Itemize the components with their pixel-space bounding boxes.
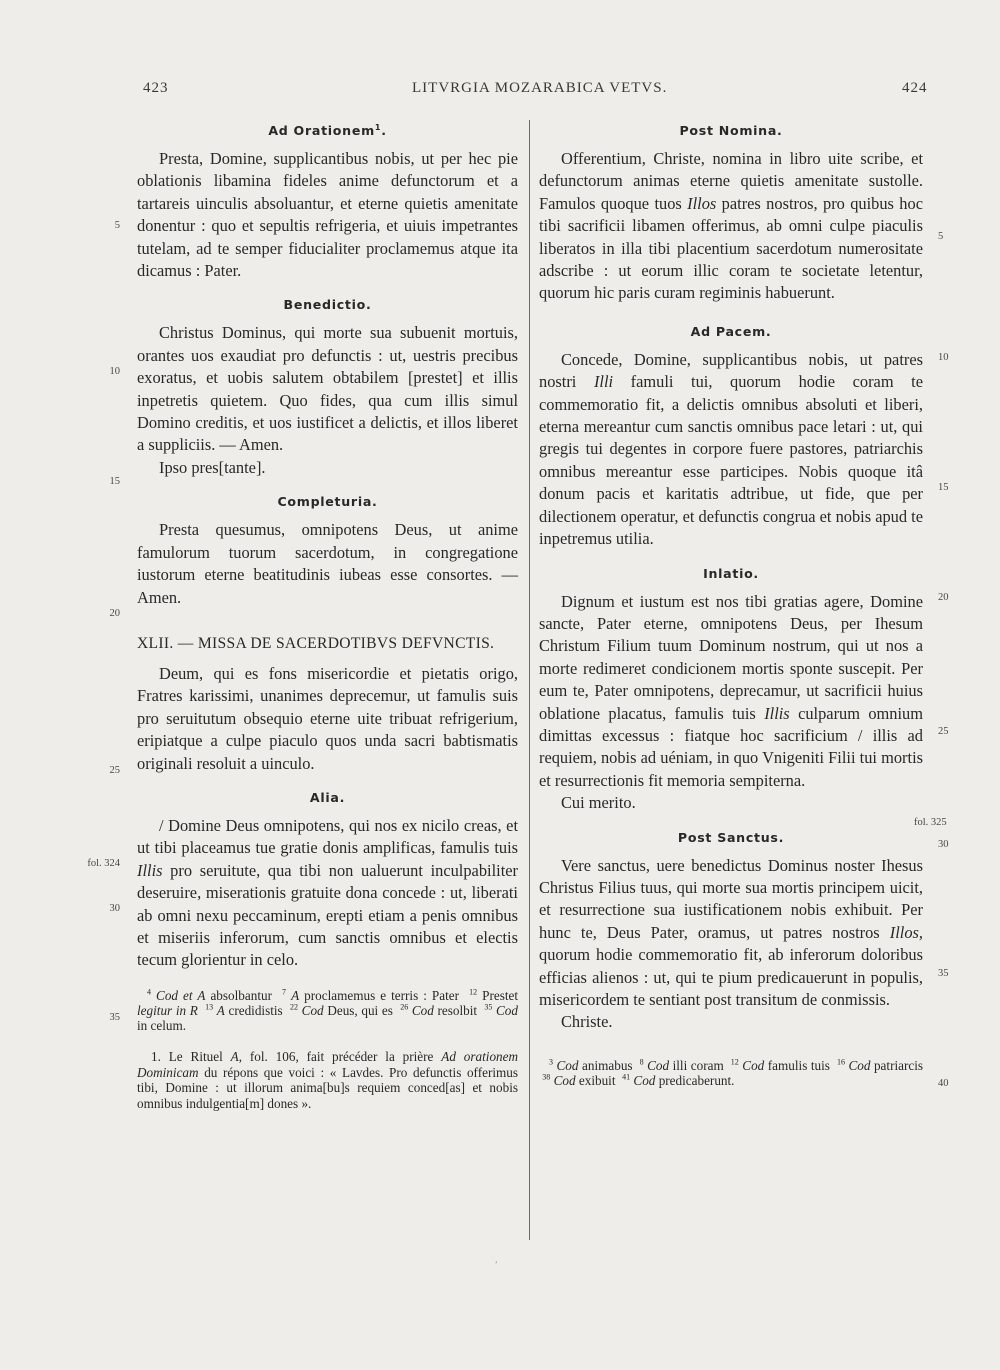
folio-marker: fol. 325 [914,817,947,828]
post-sanctus-conclusion: Christe. [561,1012,613,1032]
left-column [137,120,518,1111]
paper-blemish: ˌ [493,1249,503,1265]
ad-pacem-text: Concede, Domine, supplicantibus nobis, ut patres nostri Illi famuli tui, quorum hodie coram te commemoratio fit, a delictis omnibus absoluti et liberi, eterna mereantur cum sanctis omnibus pace letari : ut, qui gregis tui degentes in corpore fuere pastores, patriarchis omnibus mereantur esse participes. Nobis quoque itâ donum pacis et karitatis adtribue, ut fide, que per dilectionem operatur, et defunctis congrua et nobis apud te inpetremus utilia. [539,349,923,549]
heading-inlatio: Inlatio. [703,565,759,581]
line-number: 5 [114,220,120,231]
running-title: LITVRGIA MOZARABICA VETVS. [412,80,668,96]
right-column [539,120,923,1088]
completuria-text: Presta quesumus, omnipotens Deus, ut anime famulorum tuorum sacerdotum, in congregatione iustorum eterne beatitudinis iubeas esse consortes. — Amen. [137,520,518,607]
page-number-left: 423 [143,80,169,96]
missa-title: XLII. — MISSA DE SACERDOTIBVS DEFVNCTIS. [137,634,495,652]
heading-completuria: Completuria. [277,494,378,510]
footnote-1: 1. Le Rituel A, fol. 106, fait précéder la prière Ad orationem Dominicam du répons que voici : « Lavdes. Pro defunctis offerimus tibi, Domine : ut illorum anima[bu]s requiem conced[as] et nobis omnibus indulgentia[m] dones ». [137,1049,519,1111]
folio-marker: fol. 324 [87,858,120,869]
benedictio-text: Christus Dominus, qui morte sua subuenit mortuis, orantes uos exaudiat pro defunctis : ut, uestris precibus exoratus, et uobis salutem obtabilem [prestet] et illis inpetretis quietem. Quo fides, qua cum illis simul Domino creditis, et uos iustificet a delictis, et illos liberet a suppliciis. — Amen. [137,323,518,455]
right-variant-notes: $^3$ Cod animabus $^8$ Cod illi coram $^{12}$ Cod famulis tuis $^{16}$ Cod patriarcis $^{38}$ Cod exibuit $^{41}$ Cod predicaberunt. [542,1057,924,1089]
page-number-right: 424 [902,80,928,96]
line-number: 20 [938,592,949,603]
line-number: 30 [938,839,949,850]
line-number: 35 [938,968,949,979]
heading-alia: Alia. [309,789,346,805]
ad-orationem-text: Presta, Domine, supplicantibus nobis, ut per hec pie oblationis libamina fideles anime defunctorum et a tartareis uinculis absoluantur, et eterne quietis amenitate donentur : quo et sepultis refrigeria, et uiuis impetrantes tutelam, ad te semper fiducialiter proclamemus atque ita dicamus : Pater. [137,149,518,281]
heading-ad-orationem: Ad Orationem$^1$. [268,122,387,138]
left-variant-notes: $^4$ Cod et A absolbantur $^7$ A proclamemus e terris : Pater $^{12}$ Prestet legitur in R $^{13}$ A credidistis $^{22}$ Cod Deus, qui es $^{26}$ Cod resolbit $^{35}$ Cod in celum. [137,987,519,1034]
post-sanctus-text: Vere sanctus, uere benedictus Dominus noster Ihesus Christus Filius tuus, qui morte sua mortis principem uicit, et resurrectione sua iustificationem nobis exhibuit. Per hunc te, Deus Pater, oramus, ut patres nostros Illos, quorum hodie commemoratio fit, ab inferorum doloribus efficias alienos : ut, qui te pium predicauerunt in populis, misericordem te sentiant post transitum de conmissis. [539,855,923,1009]
line-number: 15 [109,476,120,487]
line-number: 35 [109,1012,120,1023]
heading-post-sanctus: Post Sanctus. [677,829,785,845]
alia-text: / Domine Deus omnipotens, qui nos ex nicilo creas, et ut tibi placeamus tue gratie donis amplificas, famulis tuis Illis pro seruitute, qua tibi non ualuerunt inculpabiliter deseruire, miserationis gratuite dona concede : ut, liberati ab omni nexu peccaminum, erepti etiam a penis omnibus et miseriis inferorum, cum sanctis omnibus et electis tecum glorientur in celo. [137,815,518,970]
benedictio-conclusion: Ipso pres[tante]. [159,457,266,477]
line-number: 10 [938,352,949,363]
line-number: 25 [938,726,949,737]
heading-post-nomina: Post Nomina. [679,123,783,138]
line-number: 15 [938,482,949,493]
inlatio-conclusion: Cui merito. [561,793,636,813]
heading-ad-pacem: Ad Pacem. [690,323,772,339]
heading-benedictio: Benedictio. [283,297,372,313]
column-divider [529,120,530,1240]
line-number: 20 [109,608,120,619]
line-number: 30 [109,903,120,914]
line-number: 5 [938,231,944,242]
inlatio-text: Dignum et iustum est nos tibi gratias agere, Domine sancte, Pater eterne, omnipotens Deus, per Ihesum Christum Filium tuum Dominum nostrum, qui ut nos a morte redimeret condicionem mortis sponte suscepit. Per eum te, Pater omnipotens, deprecamur, ut sacrificii huius oblatione placatus, famulis tuis Illis culparum omnium dimittas excessus : fiatque hoc sacrificium / illis ad requiem, nobis ad uéniam, in quo Vnigeniti Filii tui mortis et resurrectionis fit memoria sempiterna. [539,591,923,790]
post-nomina-text: Offerentium, Christe, nomina in libro uite scribe, et defunctorum animas eterne quietis amenitate sustolle. Famulos quoque tuos Illos patres nostros, pro quibus hoc tibi sacrificii libamen offerimus, ab omni culpe piaculis liberatos in illa tibi placentium sacerdotum numerositate adscribe : ut eorum illic coram te societate letentur, quorum hic paris curam regiminis habuerunt. [539,149,923,303]
missa-text: Deum, qui es fons misericordie et pietatis origo, Fratres karissimi, unanimes deprecemur, ut famulis suis pro seruitutum obsequio eterne uite tribuat refrigerium, eripiatque a culpe piaculo quos unda sacri babtismatis originali resoluit a uinculo. [137,663,518,773]
line-number: 25 [109,765,120,776]
line-number: 40 [938,1078,949,1089]
line-number: 10 [109,366,120,377]
